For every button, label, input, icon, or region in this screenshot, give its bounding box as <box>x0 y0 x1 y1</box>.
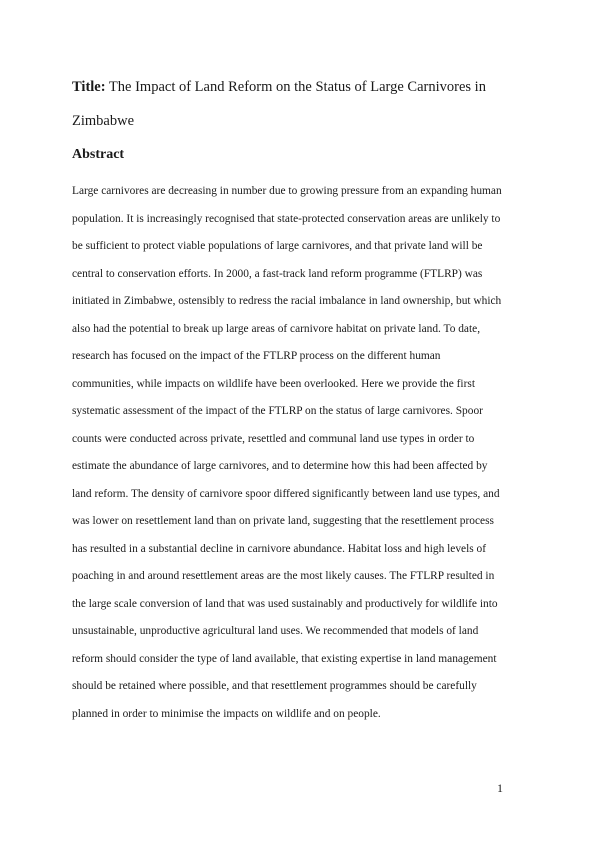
abstract-line: systematic assessment of the impact of the FTLRP on the status of large carnivores. Spoor <box>72 405 483 417</box>
abstract-body <box>72 178 527 728</box>
abstract-line: central to conservation efforts. In 2000, a fast-track land reform programme (FTLRP) was <box>72 267 483 280</box>
abstract-line: initiated in Zimbabwe, ostensibly to redress the racial imbalance in land ownership, but which <box>72 295 502 307</box>
abstract-line: communities, while impacts on wildlife have been overlooked. Here we provide the first <box>72 377 475 390</box>
title-text-line-1: The Impact of Land Reform on the Status of Large Carnivores in <box>105 79 486 95</box>
abstract-line: estimate the abundance of large carnivores, and to determine how this had been affected by <box>72 460 488 472</box>
paper-title <box>72 70 532 138</box>
abstract-line: also had the potential to break up large areas of carnivore habitat on private land. To date, <box>72 322 481 335</box>
abstract-line: unsustainable, unproductive agricultural land uses. We recommended that models of land <box>72 625 479 637</box>
abstract-line: be sufficient to protect viable populations of large carnivores, and that private land will be <box>72 240 483 252</box>
page-number: 1 <box>497 781 503 795</box>
abstract-line: research has focused on the impact of the FTLRP process on the different human <box>72 350 441 362</box>
abstract-line: planned in order to minimise the impacts on wildlife and on people. <box>72 707 381 720</box>
title-line-1 <box>72 70 532 104</box>
abstract-line: poaching in and around resettlement areas are the most likely causes. The FTLRP resulted in <box>72 570 495 582</box>
title-label: Title: <box>72 79 106 95</box>
abstract-line: the large scale conversion of land that was used sustainably and productively for wildlife into <box>72 597 498 610</box>
abstract-line: reform should consider the type of land available, that existing expertise in land management <box>72 652 497 665</box>
abstract-line: has resulted in a substantial decline in carnivore abundance. Habitat loss and high levels of <box>72 542 487 555</box>
abstract-line: was lower on resettlement land than on private land, suggesting that the resettlement process <box>72 515 494 527</box>
title-text-line-2: Zimbabwe <box>72 113 135 129</box>
abstract-line: Large carnivores are decreasing in number due to growing pressure from an expanding human <box>72 185 502 197</box>
abstract-line: counts were conducted across private, resettled and communal land use types in order to <box>72 432 475 445</box>
abstract-line: population. It is increasingly recognised that state-protected conservation areas are unlikely to <box>72 212 501 225</box>
abstract-heading: Abstract <box>72 147 125 162</box>
abstract-line: should be retained where possible, and that resettlement programmes should be carefully <box>72 680 477 692</box>
abstract-line: land reform. The density of carnivore spoor differed significantly between land use types, and <box>72 487 500 500</box>
